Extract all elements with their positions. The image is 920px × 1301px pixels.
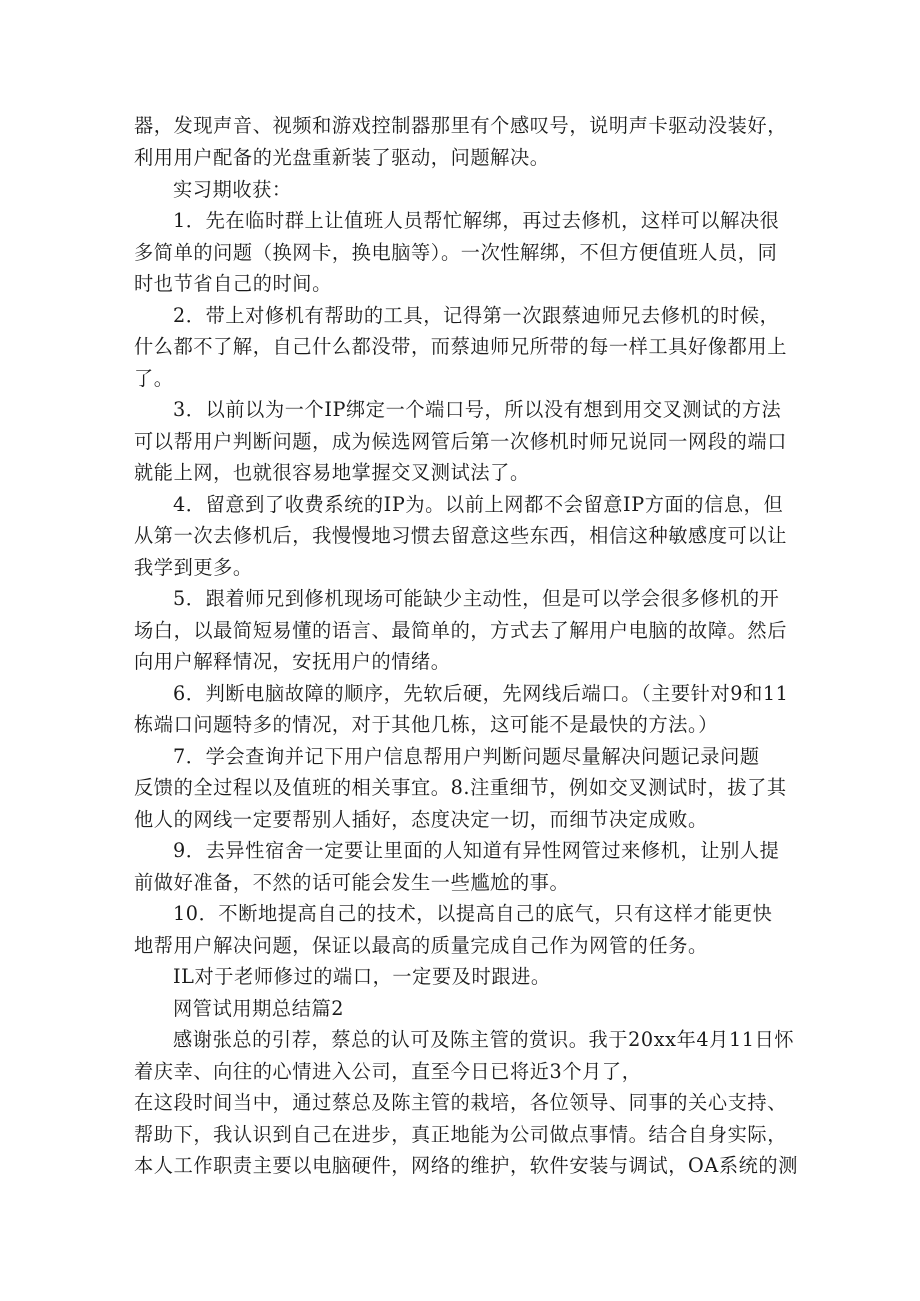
text-line: IL对于老师修过的端口，一定要及时跟进。 — [173, 965, 551, 988]
text-line: 向用户解释情况，安抚用户的情绪。 — [134, 650, 451, 673]
text-line: 9．去异性宿舍一定要让里面的人知道有异性网管过来修机，让别人提 — [173, 839, 780, 862]
text-line: 时也节省自己的时间。 — [134, 272, 332, 295]
text-line: 我学到更多。 — [134, 556, 253, 579]
text-line: 器，发现声音、视频和游戏控制器那里有个感叹号，说明声卡驱动没装好， — [134, 114, 787, 137]
text-line: 地帮用户解决问题，保证以最高的质量完成自己作为网管的任务。 — [134, 934, 708, 957]
text-line: 从第一次去修机后，我慢慢地习惯去留意这些东西，相信这种敏感度可以让 — [134, 524, 787, 547]
text-line: 本人工作职责主要以电脑硬件，网络的维护，软件安装与调试，OA系统的测 — [134, 1154, 798, 1177]
text-line: 就能上网，也就很容易地掌握交叉测试法了。 — [134, 461, 530, 484]
section-heading: 网管试用期总结篇2 — [173, 997, 345, 1020]
text-line: 利用用户配备的光盘重新装了驱动，问题解决。 — [134, 146, 550, 169]
text-line: 前做好准备，不然的话可能会发生一些尴尬的事。 — [134, 871, 570, 894]
text-line: 10．不断地提高自己的技术，以提高自己的底气，只有这样才能更快 — [173, 902, 773, 925]
text-line: 什么都不了解，自己什么都没带，而蔡迪师兄所带的每一样工具好像都用上 — [134, 335, 787, 358]
text-line: 3．以前以为一个IP绑定一个端口号，所以没有想到用交叉测试的方法 — [173, 398, 782, 421]
text-line: 6．判断电脑故障的顺序，先软后硬，先网线后端口。（主要针对9和11 — [173, 682, 789, 705]
text-line: 4．留意到了收费系统的IP为。以前上网都不会留意IP方面的信息，但 — [173, 493, 784, 516]
text-line: 帮助下，我认识到自己在进步，真正地能为公司做点事情。结合自身实际， — [134, 1123, 787, 1146]
text-line: 感谢张总的引荐，蔡总的认可及陈主管的赏识。我于20xx年4月11日怀 — [173, 1028, 795, 1051]
text-line: 栋端口问题特多的情况，对于其他几栋，这可能不是最快的方法。） — [134, 713, 719, 736]
text-line: 他人的网线一定要帮别人插好，态度决定一切，而细节决定成败。 — [134, 808, 708, 831]
text-line: 了。 — [134, 367, 174, 390]
text-line: 着庆幸、向往的心情进入公司，直至今日已将近3个月了， — [134, 1060, 642, 1083]
text-line: 7．学会查询并记下用户信息帮用户判断问题尽量解决问题记录问题 — [173, 745, 760, 768]
text-line: 可以帮用户判断问题，成为候选网管后第一次修机时师兄说同一网段的端口 — [134, 430, 787, 453]
text-line: 2．带上对修机有帮助的工具，记得第一次跟蔡迪师兄去修机的时候， — [173, 304, 780, 327]
text-line: 多简单的问题（换网卡，换电脑等）。一次性解绑，不但方便值班人员，同 — [134, 241, 778, 264]
text-line: 在这段时间当中，通过蔡总及陈主管的栽培，各位领导、同事的关心支持、 — [134, 1091, 787, 1114]
text-line: 5．跟着师兄到修机现场可能缺少主动性，但是可以学会很多修机的开 — [173, 587, 780, 610]
text-line: 实习期收获： — [173, 178, 292, 201]
text-line: 1．先在临时群上让值班人员帮忙解绑，再过去修机，这样可以解决很 — [173, 209, 780, 232]
text-line: 场白，以最简短易懂的语言、最简单的，方式去了解用户电脑的故障。然后 — [134, 619, 787, 642]
text-line: 反馈的全过程以及值班的相关事宜。8.注重细节，例如交叉测试时，拔了其 — [134, 776, 787, 799]
